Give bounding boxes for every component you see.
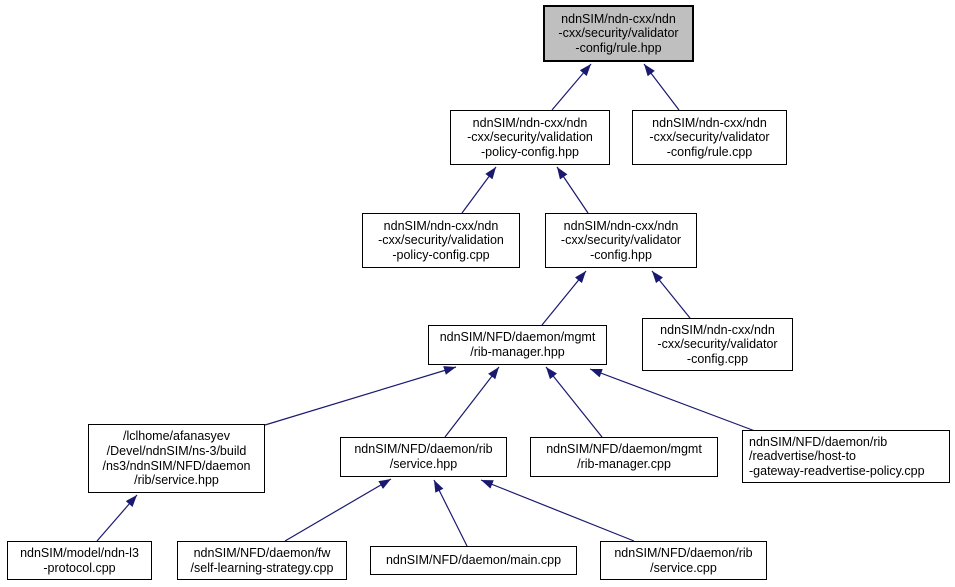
node-label-line: ndnSIM/NFD/daemon/rib [354, 442, 493, 457]
node-label-line: -config/rule.hpp [575, 40, 662, 55]
node-validator-config-cpp[interactable] [642, 318, 793, 371]
edge-service-cpp-to-rib-service-hpp [481, 480, 634, 541]
edge-rib-manager-hpp-to-validator-config-hpp [542, 271, 586, 325]
edge-validator-config-cpp-to-validator-config-hpp [652, 271, 690, 318]
node-label-line: ndnSIM/ndn-cxx/ndn [561, 11, 676, 26]
node-label-line: ndnSIM/NFD/daemon/fw [193, 545, 331, 560]
node-label-line: ndnSIM/ndn-cxx/ndn [472, 115, 588, 130]
node-label-line: -cxx/security/validator [560, 233, 682, 248]
node-label-line: ndnSIM/NFD/daemon/rib [614, 545, 753, 560]
node-readvertise-policy-cpp[interactable] [742, 430, 950, 483]
node-validator-config-hpp[interactable] [545, 213, 697, 268]
node-label-line: /readvertise/host-to [749, 449, 856, 464]
node-label-line: ndnSIM/NFD/daemon/mgmt [439, 330, 596, 345]
edge-self-learning-strategy-cpp-to-rib-service-hpp [285, 479, 391, 541]
edge-ndn-l3-protocol-cpp-to-build-service-hpp [97, 495, 137, 541]
node-label-line: /rib-manager.hpp [470, 345, 565, 359]
node-label-line: ndnSIM/NFD/daemon/mgmt [546, 442, 702, 457]
node-rule-cpp[interactable] [632, 110, 787, 165]
edge-validator-config-hpp-to-validation-policy-config-hpp [557, 167, 588, 213]
node-label-line: /lclhome/afanasyev [122, 429, 230, 444]
node-label-line: /self-learning-strategy.cpp [190, 560, 334, 575]
edge-validation-policy-config-hpp-to-rule-hpp [552, 64, 591, 110]
node-label-line: -gateway-readvertise-policy.cpp [749, 463, 925, 478]
node-label-line: /rib-manager.cpp [577, 457, 671, 471]
node-ndn-l3-protocol-cpp[interactable] [7, 541, 152, 580]
node-label-line: ndnSIM/ndn-cxx/ndn [660, 322, 775, 337]
node-validation-policy-config-hpp[interactable] [450, 110, 610, 165]
node-main-cpp[interactable] [370, 546, 577, 575]
node-label-line: ndnSIM/ndn-cxx/ndn [383, 218, 499, 233]
edge-main-cpp-to-rib-service-hpp [434, 480, 467, 546]
node-label-line: -policy-config.hpp [481, 144, 579, 159]
node-service-cpp[interactable] [600, 541, 767, 580]
edge-validation-policy-config-cpp-to-validation-policy-config-hpp [462, 167, 496, 213]
node-label-line: ndnSIM/ndn-cxx/ndn [652, 115, 767, 130]
node-rib-service-hpp[interactable] [340, 437, 507, 477]
edge-rib-service-hpp-to-rib-manager-hpp [445, 367, 499, 437]
node-label-line: /ns3/ndnSIM/NFD/daemon [102, 458, 251, 473]
node-label-line: -cxx/security/validator [649, 130, 770, 145]
node-validation-policy-config-cpp[interactable] [362, 213, 520, 268]
node-label-line: /Devel/ndnSIM/ns-3/build [106, 443, 247, 458]
edge-rule-cpp-to-rule-hpp [644, 64, 679, 110]
node-label-line: -cxx/security/validator [558, 26, 679, 41]
node-label-line: ndnSIM/NFD/daemon/rib [749, 434, 888, 449]
edge-readvertise-policy-cpp-to-rib-manager-hpp [590, 369, 755, 431]
node-label-line: -config.cpp [686, 351, 749, 366]
node-label-line: ndnSIM/NFD/daemon/main.cpp [385, 553, 562, 568]
node-rib-manager-cpp[interactable] [530, 437, 718, 477]
node-label-line: ndnSIM/ndn-cxx/ndn [563, 218, 679, 233]
node-rib-manager-hpp[interactable] [428, 325, 607, 365]
node-build-service-hpp[interactable] [88, 424, 265, 493]
node-label-line: -cxx/security/validation [378, 233, 504, 248]
node-self-learning-strategy-cpp[interactable] [177, 541, 347, 580]
node-label-line: /rib/service.hpp [134, 473, 219, 488]
node-rule-hpp [543, 5, 694, 62]
node-label-line: -config.hpp [590, 247, 652, 262]
node-label-line: -config/rule.cpp [666, 144, 753, 159]
node-label-line: -policy-config.cpp [392, 247, 490, 262]
node-label-line: -cxx/security/validation [467, 130, 593, 145]
node-label-line: -protocol.cpp [43, 560, 116, 575]
node-label-line: ndnSIM/model/ndn-l3 [20, 545, 139, 560]
node-label-line: /service.hpp [389, 457, 458, 471]
edge-rib-manager-cpp-to-rib-manager-hpp [546, 367, 602, 437]
node-label-line: /service.cpp [650, 560, 717, 575]
node-label-line: -cxx/security/validator [657, 337, 778, 352]
edge-build-service-hpp-to-rib-manager-hpp [265, 367, 456, 425]
